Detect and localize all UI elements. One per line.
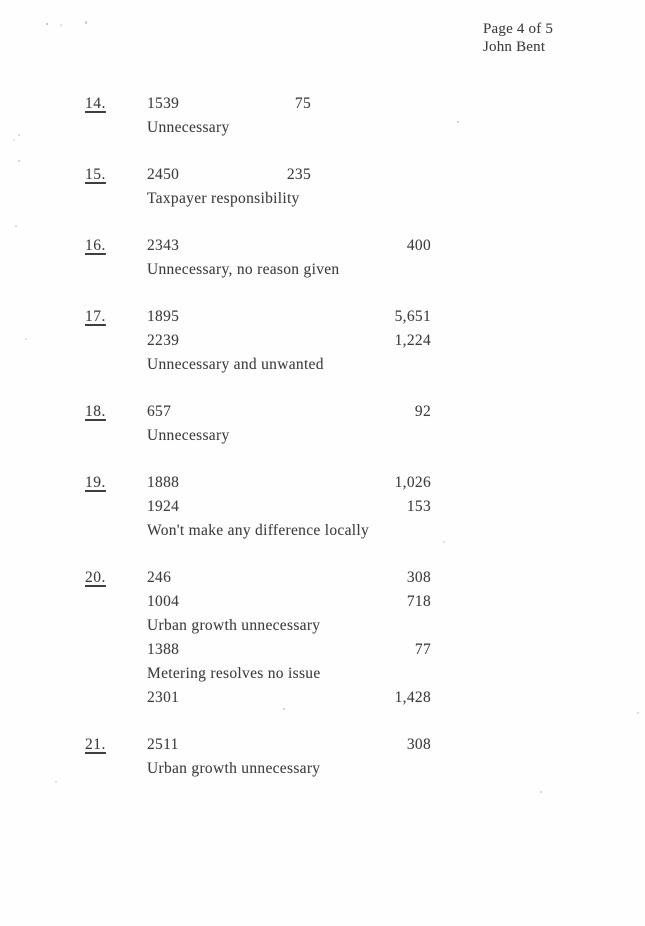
item-row [147, 353, 645, 377]
page-number-label: Page 4 of 5 [483, 21, 554, 37]
scan-speck [15, 225, 17, 227]
row-value-right: 5,651 [394, 308, 431, 325]
row-value-right: 1,026 [394, 474, 431, 491]
row-value-left: 2343 [147, 237, 180, 254]
row-value-left: 2239 [147, 332, 180, 349]
list-item [0, 471, 645, 543]
scan-speck [13, 139, 15, 141]
item-number: 19. [85, 474, 106, 491]
row-value-left: Metering resolves no issue [147, 665, 321, 682]
row-value-left: 1004 [147, 593, 180, 610]
row-value-left: 1895 [147, 308, 180, 325]
scan-speck [25, 338, 27, 340]
list-item [0, 92, 645, 140]
item-number: 16. [85, 237, 106, 254]
item-rows [147, 400, 645, 448]
row-value-left: Won't make any difference locally [147, 522, 370, 539]
item-number: 18. [85, 403, 106, 420]
row-value-right: 308 [406, 736, 431, 753]
list-item [0, 733, 645, 781]
item-row [147, 400, 645, 424]
scan-speck [55, 781, 57, 783]
list-item [0, 400, 645, 448]
scan-speck [46, 23, 48, 25]
scan-speck [60, 24, 62, 26]
item-row [147, 187, 645, 211]
item-row [147, 163, 645, 187]
page-header [483, 21, 553, 56]
item-number: 15. [85, 166, 106, 183]
item-rows [147, 163, 645, 211]
item-number: 20. [85, 569, 106, 586]
row-value-left: 657 [147, 403, 172, 420]
list-item [0, 234, 645, 282]
item-row [147, 519, 645, 543]
row-value-right: 1,428 [394, 689, 431, 706]
row-value-right: 77 [414, 641, 431, 658]
list-item [0, 163, 645, 211]
list-item [0, 305, 645, 377]
item-number: 17. [85, 308, 106, 325]
item-rows [147, 234, 645, 282]
scan-speck [443, 541, 445, 543]
item-rows [147, 305, 645, 377]
row-value-left: 2301 [147, 689, 180, 706]
item-row [147, 116, 645, 140]
item-row [147, 495, 645, 519]
item-row [147, 305, 645, 329]
row-value-left: 1388 [147, 641, 180, 658]
row-value-mid: 235 [286, 166, 311, 183]
item-row [147, 258, 645, 282]
row-value-right: 92 [414, 403, 431, 420]
item-row [147, 686, 645, 710]
item-row [147, 638, 645, 662]
row-value-left: Unnecessary, no reason given [147, 261, 340, 278]
item-row [147, 471, 645, 495]
scan-speck [457, 121, 459, 123]
scan-speck [540, 791, 542, 793]
item-row [147, 757, 645, 781]
row-value-left: Unnecessary and unwanted [147, 356, 324, 373]
row-value-left: 2511 [147, 736, 179, 753]
row-value-right: 153 [406, 498, 431, 515]
item-rows [147, 566, 645, 710]
row-value-right: 400 [406, 237, 431, 254]
row-value-left: 1888 [147, 474, 180, 491]
item-rows [147, 471, 645, 543]
scan-speck [283, 708, 285, 710]
item-row [147, 662, 645, 686]
row-value-left: 1924 [147, 498, 180, 515]
item-row [147, 234, 645, 258]
row-value-right: 718 [406, 593, 431, 610]
item-number: 14. [85, 95, 106, 112]
row-value-left: Urban growth unnecessary [147, 617, 321, 634]
scan-speck [18, 134, 20, 136]
row-value-right: 308 [406, 569, 431, 586]
list-item [0, 566, 645, 710]
author-name: John Bent [483, 38, 546, 55]
row-value-left: Unnecessary [147, 119, 230, 136]
row-value-left: Taxpayer responsibility [147, 190, 300, 207]
scan-speck [85, 21, 87, 24]
row-value-left: 2450 [147, 166, 180, 183]
row-value-mid: 75 [294, 95, 311, 112]
item-row [147, 424, 645, 448]
row-value-left: Unnecessary [147, 427, 230, 444]
item-rows [147, 92, 645, 140]
item-row [147, 329, 645, 353]
item-row [147, 92, 645, 116]
items-list [0, 92, 645, 804]
item-rows [147, 733, 645, 781]
scan-speck [18, 160, 20, 162]
item-row [147, 566, 645, 590]
row-value-left: 246 [147, 569, 172, 586]
item-row [147, 590, 645, 614]
row-value-right: 1,224 [394, 332, 431, 349]
row-value-left: 1539 [147, 95, 180, 112]
item-row [147, 733, 645, 757]
item-row [147, 614, 645, 638]
scan-speck [637, 712, 639, 714]
row-value-left: Urban growth unnecessary [147, 760, 321, 777]
item-number: 21. [85, 736, 106, 753]
